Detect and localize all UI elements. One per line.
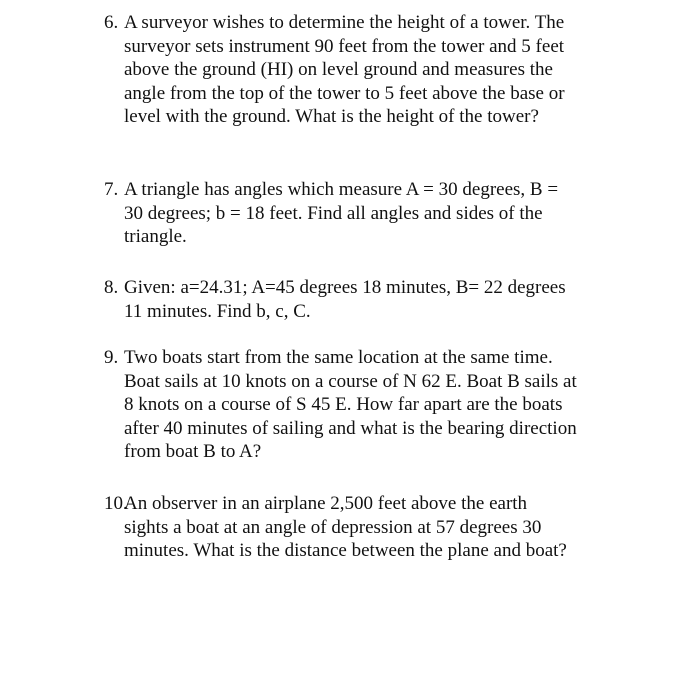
problem-line: Given: a=24.31; A=45 degrees 18 minutes, B= 22 degrees: [124, 277, 566, 298]
problem-line: sights a boat at an angle of depression at 57 degrees 30: [124, 516, 542, 538]
problem-text: [124, 276, 624, 323]
problem-line: minutes. What is the distance between the plane and boat?: [124, 540, 567, 561]
problem-10: [104, 492, 624, 563]
problem-number: 9.: [104, 347, 119, 368]
problem-line: angle from the top of the tower to 5 feet above the base or: [124, 82, 565, 104]
problem-number: 10.: [104, 493, 128, 514]
problem-line: 30 degrees; b = 18 feet. Find all angles and sides of the: [124, 202, 543, 224]
problem-text: [124, 11, 624, 129]
problem-number: 7.: [104, 179, 119, 200]
problem-line: surveyor sets instrument 90 feet from the tower and 5 feet: [124, 35, 565, 57]
problem-line: A triangle has angles which measure A = 30 degrees, B =: [124, 179, 559, 200]
problem-line: An observer in an airplane 2,500 feet above the earth: [124, 493, 528, 514]
problem-text: [124, 492, 624, 563]
problem-line: A surveyor wishes to determine the height of a tower. The: [124, 12, 565, 33]
problem-line: level with the ground. What is the height of the tower?: [124, 106, 539, 127]
problem-line: Two boats start from the same location at the same time.: [124, 347, 553, 368]
problem-number: 6.: [104, 12, 119, 33]
problem-line: Boat sails at 10 knots on a course of N 62 E. Boat B sails at: [124, 370, 577, 392]
problem-line: above the ground (HI) on level ground and measures the: [124, 59, 553, 80]
problem-7: [104, 178, 624, 249]
problem-9: [104, 346, 624, 464]
problem-text: [124, 178, 624, 249]
problem-line: from boat B to A?: [124, 441, 262, 462]
problem-line: 11 minutes. Find b, c, C.: [124, 300, 311, 322]
problem-number: 8.: [104, 277, 119, 298]
problem-text: [124, 346, 624, 464]
problem-line: triangle.: [124, 226, 187, 247]
problem-8: [104, 276, 624, 323]
problem-line: after 40 minutes of sailing and what is the bearing direction: [124, 417, 577, 439]
problem-6: [104, 11, 624, 129]
problem-line: 8 knots on a course of S 45 E. How far apart are the boats: [124, 394, 563, 415]
